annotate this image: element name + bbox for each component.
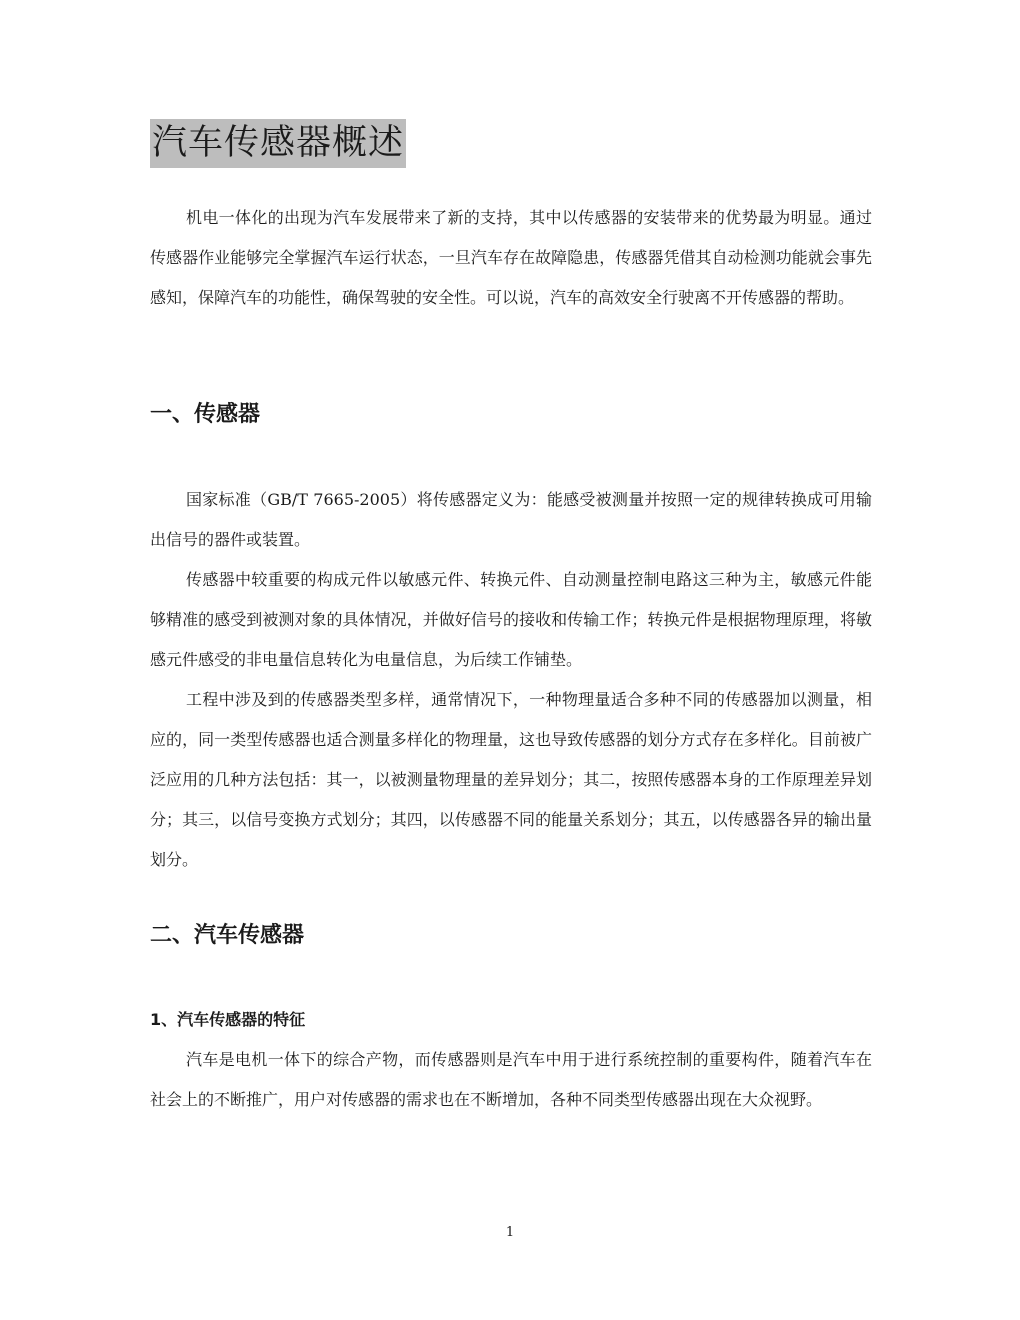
page-number: 1 [505, 1225, 515, 1240]
intro-paragraph: 机电一体化的出现为汽车发展带来了新的支持，其中以传感器的安装带来的优势最为明显。通过传感器作业能够完全掌握汽车运行状态，一旦汽车存在故障隐患，传感器凭借其自动检测功能就会事先感知，保障汽车的功能性，确保驾驶的安全性。可以说，汽车的高效安全行驶离不开传感器的帮助。 [150, 208, 872, 307]
section-2-heading: 二、汽车传感器 [150, 923, 305, 948]
subsection-1-paragraph: 汽车是电机一体下的综合产物，而传感器则是汽车中用于进行系统控制的重要构件，随着汽车在社会上的不断推广，用户对传感器的需求也在不断增加，各种不同类型传感器出现在大众视野。 [150, 1050, 872, 1109]
section-1-heading: 一、传感器 [150, 402, 261, 427]
section-1-paragraph-3: 工程中涉及到的传感器类型多样，通常情况下，一种物理量适合多种不同的传感器加以测量，相应的，同一类型传感器也适合测量多样化的物理量，这也导致传感器的划分方式存在多样化。目前被广泛应用的几种方法包括：其一，以被测量物理量的差异划分；其二，按照传感器本身的工作原理差异划分；其三，以信号变换方式划分；其四，以传感器不同的能量关系划分；其五，以传感器各异的输出量划分。 [150, 690, 872, 869]
subsection-1-heading: 1、汽车传感器的特征 [150, 1010, 306, 1029]
section-1-paragraph-1: 国家标准（GB/T 7665-2005）将传感器定义为：能感受被测量并按照一定的规律转换成可用输出信号的器件或装置。 [150, 490, 872, 549]
section-1-paragraph-2: 传感器中较重要的构成元件以敏感元件、转换元件、自动测量控制电路这三种为主，敏感元件能够精准的感受到被测对象的具体情况，并做好信号的接收和传输工作；转换元件是根据物理原理，将敏感元件感受的非电量信息转化为电量信息，为后续工作铺垫。 [150, 570, 872, 669]
document-title: 汽车传感器概述 [150, 119, 406, 168]
